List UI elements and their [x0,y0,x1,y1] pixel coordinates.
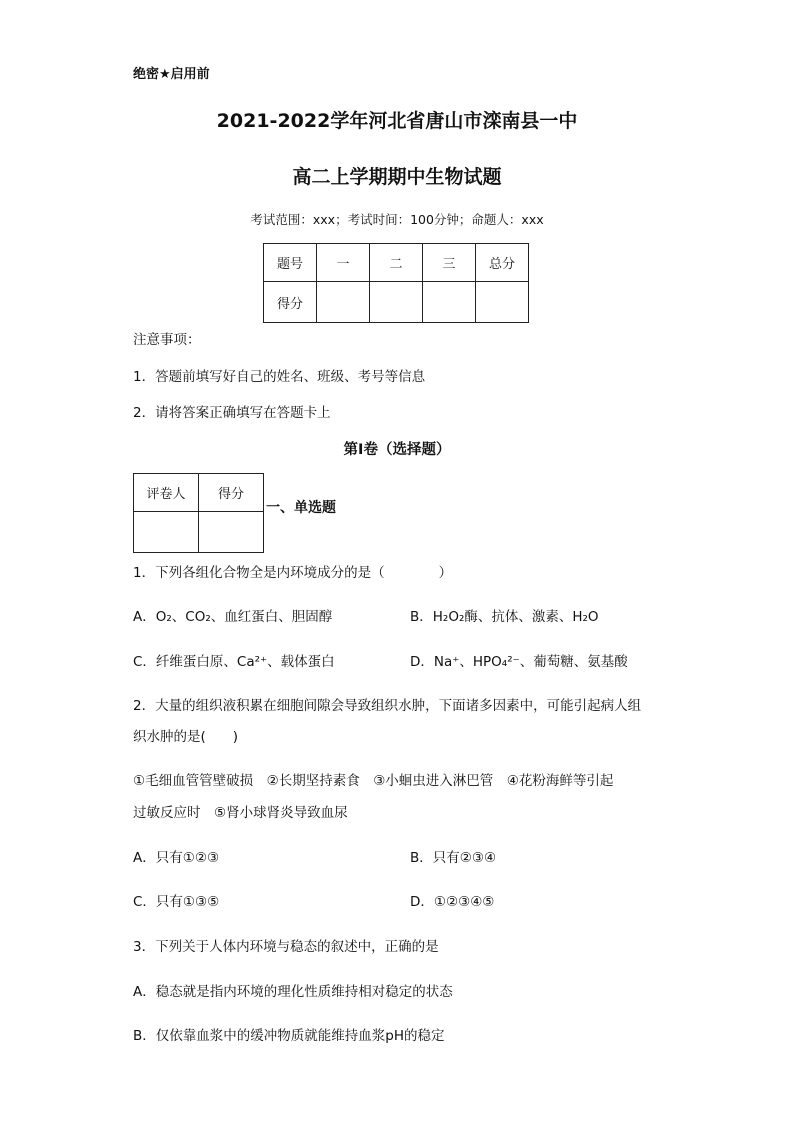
option-d: D．①②③④⑤ [410,894,495,910]
secret-label: 绝密★启用前 [133,67,210,82]
question-factors-continued: 过敏反应时 ⑤肾小球肾炎导致血尿 [133,805,348,821]
option-a: A．O₂、CO₂、血红蛋白、胆固醇 [133,609,333,625]
grader-cell: 评卷人 [134,474,199,512]
score-cell: 二 [370,244,423,282]
note-item: 1．答题前填写好自己的姓名、班级、考号等信息 [133,369,426,385]
note-item: 2．请将答案正确填写在答题卡上 [133,405,331,421]
grader-score-row [134,512,264,553]
grader-cell [134,512,199,553]
score-cell: 总分 [476,244,529,282]
option-d: D．Na⁺、HPO₄²⁻、葡萄糖、氨基酸 [410,654,628,670]
score-cell: 一 [317,244,370,282]
grader-cell [199,512,264,553]
option-c: C．只有①③⑤ [133,894,220,910]
score-cell [317,282,370,323]
question-stem: 2．大量的组织液积累在细胞间隙会导致组织水肿，下面诸多因素中，可能引起病人组 [133,698,642,714]
volume-title: 第I卷（选择题） [343,442,451,458]
score-cell [476,282,529,323]
option-b: B．仅依靠血浆中的缓冲物质就能维持血浆pH的稳定 [133,1028,445,1044]
grader-table [133,473,264,553]
question-stem-continued: 织水肿的是( ) [133,729,239,745]
score-cell [423,282,476,323]
exam-title-line1: 2021-2022学年河北省唐山市滦南县一中 [216,110,578,132]
option-c: C．纤维蛋白原、Ca²⁺、载体蛋白 [133,654,335,670]
score-table-score-row [264,282,529,323]
notes-heading: 注意事项： [133,332,201,348]
question-factors: ①毛细血管管壁破损 ②长期坚持素食 ③小蛔虫进入淋巴管 ④花粉海鲜等引起 [133,773,614,789]
score-cell: 题号 [264,244,317,282]
option-b: B．H₂O₂酶、抗体、激素、H₂O [410,609,599,625]
grader-header-row [134,474,264,512]
exam-title-line2: 高二上学期期中生物试题 [292,166,502,188]
grader-cell: 得分 [199,474,264,512]
section-title: 一、单选题 [266,500,336,516]
exam-info: 考试范围：xxx；考试时间：100分钟；命题人：xxx [250,212,544,227]
option-a: A．只有①②③ [133,850,220,866]
score-cell [370,282,423,323]
score-cell: 三 [423,244,476,282]
score-table [263,243,529,323]
option-b: B．只有②③④ [410,850,497,866]
score-table-header-row [264,244,529,282]
question-stem: 1．下列各组化合物全是内环境成分的是（ ） [133,565,453,581]
option-a: A．稳态就是指内环境的理化性质维持相对稳定的状态 [133,984,453,1000]
question-stem: 3．下列关于人体内环境与稳态的叙述中，正确的是 [133,939,439,955]
score-cell: 得分 [264,282,317,323]
